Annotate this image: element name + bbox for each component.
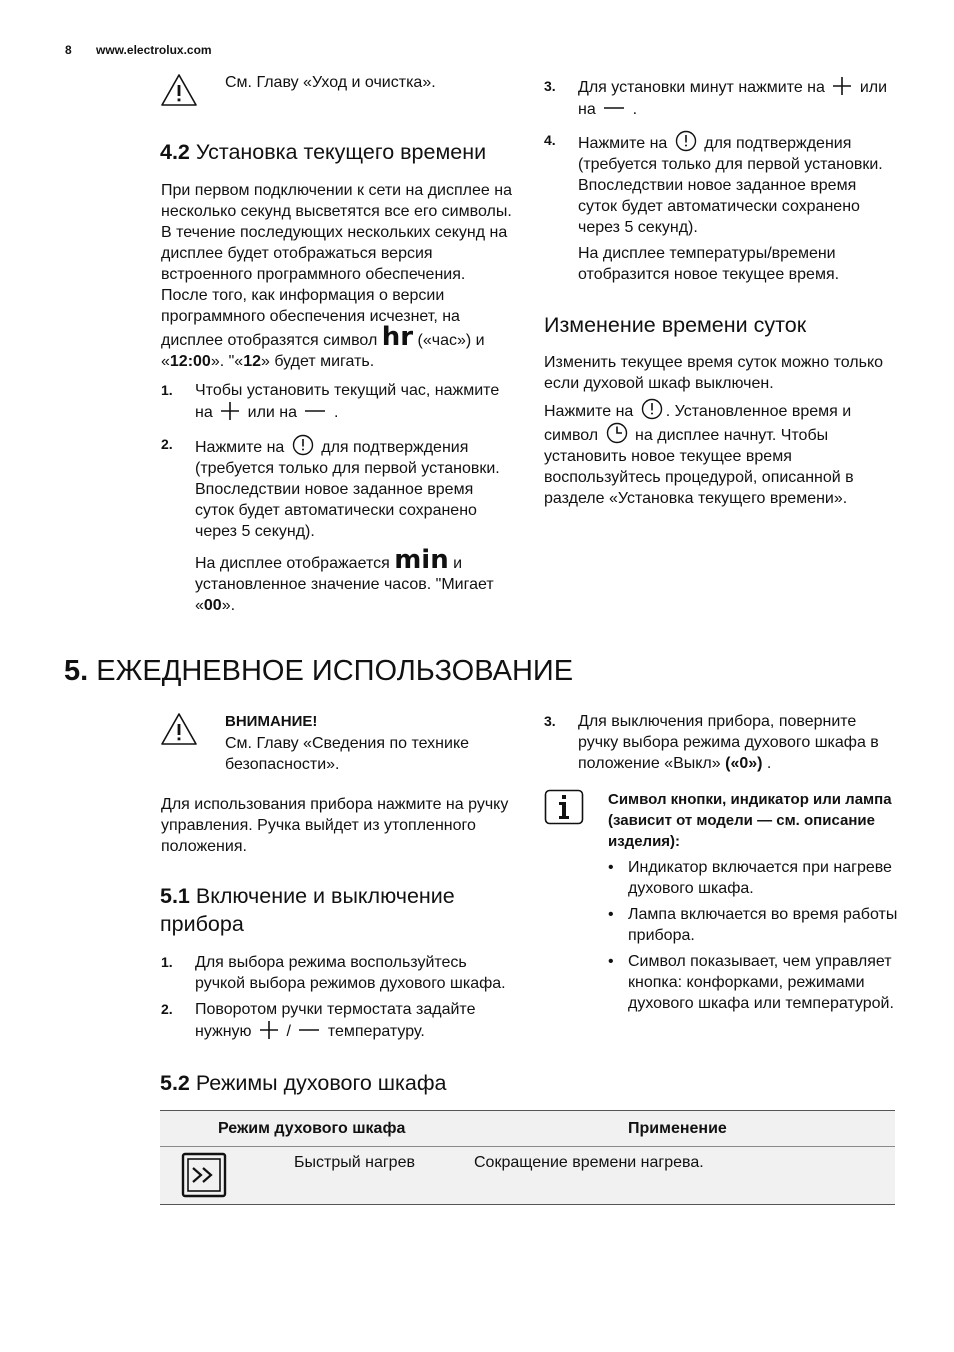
page-number: 8: [65, 43, 72, 57]
fast-heat-icon: [181, 1152, 227, 1198]
chapter-title: ЕЖЕДНЕВНОЕ ИСПОЛЬЗОВАНИЕ: [96, 655, 574, 687]
paragraph-text: на дисплее начнут. Чтобы установить новое текущее время воспользуйтесь процедурой, описанной в разделе «Установка текущего времени».: [544, 427, 854, 507]
step-number: 3.: [544, 78, 556, 94]
section-num: 5.1: [160, 884, 190, 908]
minus-icon: [304, 401, 326, 421]
step-text: Поворотом ручки термостата задайте нужную: [195, 1001, 476, 1040]
change-time-p1: Изменить текущее время суток можно только если духовой шкаф выключен.: [544, 354, 884, 392]
step-1: [195, 380, 515, 423]
off-position: («0»): [725, 755, 763, 772]
header-divider: [160, 1146, 895, 1147]
step-text: и установленное значение часов. "Мигает «: [195, 555, 494, 614]
section-num: 4.2: [160, 140, 190, 164]
section-5-1-heading: [160, 882, 490, 938]
section-title: Режимы духового шкафа: [195, 1071, 447, 1095]
clock-icon: [292, 434, 314, 456]
step-4-display: На дисплее температуры/времени отобразится новое текущее время.: [578, 245, 840, 283]
step-text: или на: [578, 79, 888, 118]
intro-tail: ». "«: [210, 353, 244, 370]
section-title: Включение и выключение прибора: [160, 884, 455, 936]
list-item: [608, 951, 898, 1014]
s51-step-2: [195, 999, 515, 1042]
bullet-mark: •: [608, 859, 614, 876]
plus-icon: [259, 1020, 279, 1040]
col-header-mode: Режим духового шкафа: [218, 1120, 406, 1137]
s51-step-3: [578, 711, 898, 774]
step-number: 2.: [161, 1001, 173, 1017]
section-4-2-heading: [160, 138, 520, 166]
step-text: Для установки минут нажмите на: [578, 79, 825, 96]
step-text: ».: [221, 597, 236, 614]
list-item: [608, 857, 898, 899]
info-bullet-list: [608, 857, 898, 1014]
chapter-5-intro: Для использования прибора нажмите на ручку управления. Ручка выйдет из утопленного положения.: [161, 796, 509, 855]
s51-step-1: Для выбора режима воспользуйтесь ручкой выбора режимов духового шкафа.: [195, 954, 506, 992]
info-title: Символ кнопки, индикатор или лампа (зависит от модели — см. описание изделия):: [608, 791, 892, 850]
plus-icon: [832, 76, 852, 96]
minus-icon: [298, 1020, 320, 1040]
section-title: Установка текущего времени: [195, 140, 487, 164]
paragraph-text: Нажмите на: [544, 403, 634, 420]
step-text: Нажмите на: [195, 439, 285, 456]
step-text: На дисплее отображается: [195, 555, 390, 572]
step-number: 1.: [161, 382, 173, 398]
oven-modes-table: [160, 1110, 895, 1205]
step-number: 2.: [161, 436, 173, 452]
step-4: [578, 130, 898, 238]
col-header-use: Применение: [628, 1120, 727, 1137]
intro-text: При первом подключении к сети на дисплее на несколько секунд высветятся все его символы. В течение последующих нескольких секунд на дисплее будет отображаться версия встроенного программного обеспечения. После того, как информация о версии программного обеспечения исчезнет, на дисплее отобразятся символ: [161, 182, 512, 349]
step-text: температуру.: [327, 1023, 425, 1040]
list-item-text: Символ показывает, чем управляет кнопка: конфорками, режимами духового шкафа или температурой.: [628, 953, 894, 1012]
step-3: [578, 76, 898, 120]
step-text: Для выключения прибора, поверните ручку выбора режима духового шкафа в положение «Выкл»: [578, 713, 879, 772]
chapter-5-heading: [64, 654, 864, 688]
step-2-display: [195, 545, 515, 616]
change-time-p2: [544, 398, 896, 509]
list-item-text: Лампа включается во время работы прибора.: [628, 906, 898, 944]
list-item-text: Индикатор включается при нагреве духового шкафа.: [628, 859, 892, 897]
step-2: [195, 434, 515, 542]
paragraph-text: . Установленное время и символ: [544, 403, 852, 444]
warning-icon: [159, 72, 199, 108]
site-url: www.electrolux.com: [96, 43, 212, 57]
step-text: для подтверждения (требуется только для первой установки. Впоследствии новое заданное время суток будет автоматически сохранено через 5 секунд).: [195, 439, 500, 540]
intro-tail: («час») и «: [161, 332, 485, 370]
hr-symbol: hr: [381, 322, 414, 352]
warning-title: ВНИМАНИЕ!: [225, 713, 318, 730]
mode-use: Сокращение времени нагрева.: [474, 1154, 704, 1171]
step-text: .: [766, 755, 772, 772]
step-text: или на: [247, 404, 298, 421]
bullet-mark: •: [608, 906, 614, 923]
intro-tail: » будет мигать.: [261, 353, 375, 370]
change-time-heading: Изменение времени суток: [544, 313, 807, 337]
bullet-mark: •: [608, 953, 614, 970]
list-item: [608, 904, 898, 946]
section-5-2-heading: [160, 1069, 520, 1097]
min-symbol: min: [394, 545, 449, 575]
chapter-num: 5.: [64, 655, 89, 687]
warning-text: См. Главу «Сведения по технике безопасности».: [225, 735, 470, 773]
display-12: 12: [243, 353, 261, 370]
info-icon: [544, 789, 584, 825]
minus-icon: [603, 98, 625, 118]
clock-icon: [675, 130, 697, 152]
warning-icon: [159, 711, 199, 747]
mode-name: Быстрый нагрев: [294, 1154, 415, 1171]
step-text: для подтверждения (требуется только для первой установки. Впоследствии новое заданное время суток будет автоматически сохранено через 5 секунд).: [578, 135, 883, 236]
warning-text: См. Главу «Уход и очистка».: [225, 74, 436, 91]
step-number: 1.: [161, 954, 173, 970]
clock-icon: [641, 398, 663, 420]
step-number: 4.: [544, 132, 556, 148]
time-symbol-icon: [606, 422, 628, 444]
display-time: 12:00: [169, 353, 211, 370]
plus-icon: [220, 401, 240, 421]
section-4-2-intro: [161, 180, 513, 372]
step-text: /: [286, 1023, 291, 1040]
step-number: 3.: [544, 713, 556, 729]
step-text: Нажмите на: [578, 135, 668, 152]
section-num: 5.2: [160, 1071, 190, 1095]
display-00: 00: [203, 597, 222, 614]
step-text: .: [333, 404, 339, 421]
step-text: Чтобы установить текущий час, нажмите на: [195, 382, 500, 421]
step-text: .: [632, 101, 638, 118]
